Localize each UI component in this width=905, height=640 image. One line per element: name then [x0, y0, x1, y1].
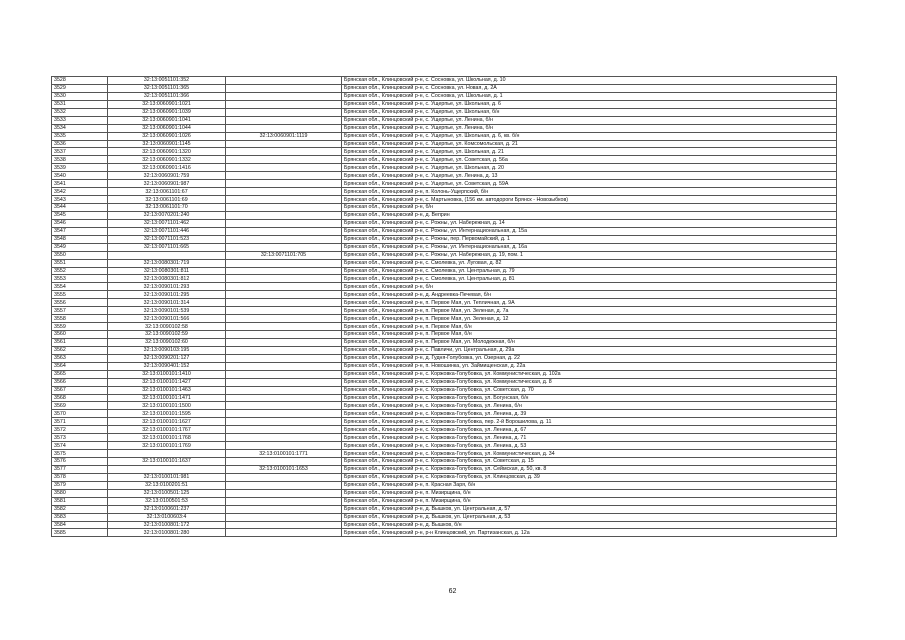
- previous-cadastral-number-cell: [226, 394, 342, 402]
- previous-cadastral-number-cell: [226, 188, 342, 196]
- cadastral-number-cell: 32:13:0061101:69: [108, 196, 226, 204]
- table-row: [52, 497, 837, 505]
- row-number-cell: 3533: [52, 116, 108, 124]
- previous-cadastral-number-cell: 32:13:0100101:1771: [226, 450, 342, 458]
- row-number-cell: 3560: [52, 331, 108, 339]
- cadastral-number-cell: 32:13:0090101:295: [108, 291, 226, 299]
- address-cell: Брянская обл., Клинцовский р-н, с. Рожны, ул. Набережная, д. 19, пом. 1: [342, 251, 837, 259]
- cadastral-number-cell: 32:13:0071101:665: [108, 243, 226, 251]
- table-row: [52, 219, 837, 227]
- previous-cadastral-number-cell: [226, 418, 342, 426]
- cadastral-number-cell: 32:13:0060901:1026: [108, 132, 226, 140]
- address-cell: Брянская обл., Клинцовский р-н, п. Первое Мая, б/н: [342, 323, 837, 331]
- cadastral-number-cell: 32:13:0100101:1463: [108, 386, 226, 394]
- address-cell: Брянская обл., Клинцовский р-н, с. Коржовка-Голубовка, ул. Советская, д. 15: [342, 458, 837, 466]
- cadastral-number-cell: 32:13:0060901:1145: [108, 140, 226, 148]
- cadastral-number-cell: 32:13:0090401:152: [108, 362, 226, 370]
- cadastral-number-cell: [108, 465, 226, 473]
- address-cell: Брянская обл., Клинцовский р-н, п. Первое Мая, ул. Молодежная, б/н: [342, 338, 837, 346]
- table-row: [52, 529, 837, 537]
- previous-cadastral-number-cell: [226, 434, 342, 442]
- table-row: [52, 354, 837, 362]
- previous-cadastral-number-cell: [226, 164, 342, 172]
- cadastral-number-cell: 32:13:0100801:280: [108, 529, 226, 537]
- table-row: [52, 465, 837, 473]
- table-row: [52, 370, 837, 378]
- previous-cadastral-number-cell: [226, 473, 342, 481]
- row-number-cell: 3555: [52, 291, 108, 299]
- previous-cadastral-number-cell: 32:13:0071101:705: [226, 251, 342, 259]
- previous-cadastral-number-cell: [226, 346, 342, 354]
- row-number-cell: 3575: [52, 450, 108, 458]
- row-number-cell: 3573: [52, 434, 108, 442]
- row-number-cell: 3535: [52, 132, 108, 140]
- cadastral-number-cell: 32:13:0071101:446: [108, 227, 226, 235]
- previous-cadastral-number-cell: [226, 315, 342, 323]
- cadastral-number-cell: 32:13:0090101:293: [108, 283, 226, 291]
- row-number-cell: 3566: [52, 378, 108, 386]
- cadastral-number-cell: 32:13:0060901:1021: [108, 100, 226, 108]
- address-cell: Брянская обл., Клинцовский р-н, с. Коржовка-Голубовка, ул. Ленина, б/н: [342, 402, 837, 410]
- address-cell: Брянская обл., Клинцовский р-н, с. Коржовка-Голубовка, пер. 2-й Ворошилова, д. 11: [342, 418, 837, 426]
- previous-cadastral-number-cell: [226, 489, 342, 497]
- address-cell: Брянская обл., Клинцовский р-н, д. Вышков, б/н: [342, 521, 837, 529]
- table-row: [52, 140, 837, 148]
- row-number-cell: 3564: [52, 362, 108, 370]
- table-row: [52, 92, 837, 100]
- table-row: [52, 450, 837, 458]
- cadastral-number-cell: 32:13:0051101:365: [108, 84, 226, 92]
- table-row: [52, 204, 837, 212]
- page-number: 62: [448, 588, 457, 595]
- table-row: [52, 227, 837, 235]
- cadastral-number-cell: 32:13:0100801:172: [108, 521, 226, 529]
- address-cell: Брянская обл., Клинцовский р-н, с. Ущерпье, ул. Школьная, д. 6: [342, 100, 837, 108]
- table-row: [52, 100, 837, 108]
- previous-cadastral-number-cell: [226, 458, 342, 466]
- previous-cadastral-number-cell: [226, 172, 342, 180]
- row-number-cell: 3583: [52, 513, 108, 521]
- previous-cadastral-number-cell: [226, 283, 342, 291]
- address-cell: Брянская обл., Клинцовский р-н, д. Вышков, ул. Центральная, д. 57: [342, 505, 837, 513]
- table-row: [52, 267, 837, 275]
- row-number-cell: 3571: [52, 418, 108, 426]
- previous-cadastral-number-cell: [226, 211, 342, 219]
- table-row: [52, 299, 837, 307]
- cadastral-number-cell: 32:13:0060901:759: [108, 172, 226, 180]
- address-cell: Брянская обл., Клинцовский р-н, б/н: [342, 204, 837, 212]
- table-row: [52, 283, 837, 291]
- previous-cadastral-number-cell: [226, 267, 342, 275]
- address-cell: Брянская обл., Клинцовский р-н, п. Первое Мая, б/н: [342, 331, 837, 339]
- cadastral-number-cell: 32:13:0100603:4: [108, 513, 226, 521]
- table-row: [52, 521, 837, 529]
- row-number-cell: 3544: [52, 204, 108, 212]
- row-number-cell: 3545: [52, 211, 108, 219]
- row-number-cell: 3538: [52, 156, 108, 164]
- address-cell: Брянская обл., Клинцовский р-н, с. Коржовка-Голубовка, ул. Клинцовская, д. 39: [342, 473, 837, 481]
- cadastral-number-cell: [108, 450, 226, 458]
- address-cell: Брянская обл., Клинцовский р-н, с. Рожны, ул. Интернациональная, д. 15а: [342, 227, 837, 235]
- previous-cadastral-number-cell: [226, 77, 342, 85]
- address-cell: Брянская обл., Клинцовский р-н, п. Новошинка, ул. Займищенская, д. 22а: [342, 362, 837, 370]
- table-row: [52, 402, 837, 410]
- address-cell: Брянская обл., Клинцовский р-н, д. Гудня-Голубовка, ул. Озерная, д. 22: [342, 354, 837, 362]
- address-cell: Брянская обл., Клинцовский р-н, с. Ущерпье, ул. Ленина, д. 13: [342, 172, 837, 180]
- address-cell: Брянская обл., Клинцовский р-н, с. Коржовка-Голубовка, ул. Коммунистическая, д. 102а: [342, 370, 837, 378]
- row-number-cell: 3534: [52, 124, 108, 132]
- row-number-cell: 3556: [52, 299, 108, 307]
- row-number-cell: 3548: [52, 235, 108, 243]
- previous-cadastral-number-cell: 32:13:0060901:1119: [226, 132, 342, 140]
- row-number-cell: 3531: [52, 100, 108, 108]
- address-cell: Брянская обл., Клинцовский р-н, п. Первое Мая, ул. Тепличная, д. 9А: [342, 299, 837, 307]
- row-number-cell: 3557: [52, 307, 108, 315]
- cadastral-number-cell: 32:13:0080301:812: [108, 275, 226, 283]
- table-row: [52, 291, 837, 299]
- cadastral-number-cell: 32:13:0051101:352: [108, 77, 226, 85]
- previous-cadastral-number-cell: [226, 291, 342, 299]
- address-cell: Брянская обл., Клинцовский р-н, с. Смолевка, ул. Луговая, д. 82: [342, 259, 837, 267]
- previous-cadastral-number-cell: [226, 148, 342, 156]
- row-number-cell: 3537: [52, 148, 108, 156]
- previous-cadastral-number-cell: [226, 92, 342, 100]
- row-number-cell: 3570: [52, 410, 108, 418]
- table-row: [52, 211, 837, 219]
- cadastral-number-cell: 32:13:0061101:70: [108, 204, 226, 212]
- table-row: [52, 108, 837, 116]
- previous-cadastral-number-cell: [226, 108, 342, 116]
- table-row: [52, 505, 837, 513]
- previous-cadastral-number-cell: [226, 116, 342, 124]
- address-cell: Брянская обл., Клинцовский р-н, с. Рожны, пер. Первомайский, д. 1: [342, 235, 837, 243]
- table-row: [52, 426, 837, 434]
- previous-cadastral-number-cell: [226, 275, 342, 283]
- registry-table: [51, 76, 837, 537]
- cadastral-number-cell: 32:13:0070201:240: [108, 211, 226, 219]
- table-row: [52, 442, 837, 450]
- cadastral-number-cell: 32:13:0100101:1427: [108, 378, 226, 386]
- row-number-cell: 3542: [52, 188, 108, 196]
- row-number-cell: 3582: [52, 505, 108, 513]
- row-number-cell: 3530: [52, 92, 108, 100]
- previous-cadastral-number-cell: [226, 323, 342, 331]
- cadastral-number-cell: 32:13:0090102:59: [108, 331, 226, 339]
- previous-cadastral-number-cell: [226, 331, 342, 339]
- table-row: [52, 394, 837, 402]
- table-row: [52, 148, 837, 156]
- row-number-cell: 3568: [52, 394, 108, 402]
- address-cell: Брянская обл., Клинцовский р-н, с. Ущерпье, ул. Школьная, д. 20: [342, 164, 837, 172]
- table-row: [52, 132, 837, 140]
- cadastral-number-cell: 32:13:0090101:566: [108, 315, 226, 323]
- previous-cadastral-number-cell: [226, 140, 342, 148]
- cadastral-number-cell: 32:13:0100201:51: [108, 481, 226, 489]
- row-number-cell: 3562: [52, 346, 108, 354]
- previous-cadastral-number-cell: [226, 227, 342, 235]
- row-number-cell: 3561: [52, 338, 108, 346]
- cadastral-number-cell: 32:13:0060901:1044: [108, 124, 226, 132]
- table-row: [52, 331, 837, 339]
- previous-cadastral-number-cell: [226, 362, 342, 370]
- row-number-cell: 3551: [52, 259, 108, 267]
- address-cell: Брянская обл., Клинцовский р-н, с. Коржовка-Голубовка, ул. Ленина, д. 71: [342, 434, 837, 442]
- row-number-cell: 3528: [52, 77, 108, 85]
- address-cell: Брянская обл., Клинцовский р-н, д. Вышков, ул. Центральная, д. 53: [342, 513, 837, 521]
- previous-cadastral-number-cell: [226, 196, 342, 204]
- address-cell: Брянская обл., Клинцовский р-н, п. Мизирщина, б/н: [342, 489, 837, 497]
- row-number-cell: 3549: [52, 243, 108, 251]
- cadastral-number-cell: 32:13:0060901:1332: [108, 156, 226, 164]
- row-number-cell: 3585: [52, 529, 108, 537]
- table-row: [52, 410, 837, 418]
- row-number-cell: 3569: [52, 402, 108, 410]
- address-cell: Брянская обл., Клинцовский р-н, с. Ущерпье, ул. Школьная, д. 6, кв. б/н: [342, 132, 837, 140]
- previous-cadastral-number-cell: [226, 156, 342, 164]
- cadastral-number-cell: 32:13:0060901:1416: [108, 164, 226, 172]
- address-cell: Брянская обл., Клинцовский р-н, с. Коржовка-Голубовка, ул. Ленина, д. 39: [342, 410, 837, 418]
- previous-cadastral-number-cell: [226, 521, 342, 529]
- address-cell: Брянская обл., Клинцовский р-н, с. Коржовка-Голубовка, ул. Ленина, д. 67: [342, 426, 837, 434]
- address-cell: Брянская обл., Клинцовский р-н, с. Коржовка-Голубовка, ул. Коммунистическая, д. 8: [342, 378, 837, 386]
- address-cell: Брянская обл., Клинцовский р-н, с. Рожны, ул. Набережная, д. 14: [342, 219, 837, 227]
- table-row: [52, 116, 837, 124]
- row-number-cell: 3553: [52, 275, 108, 283]
- address-cell: Брянская обл., Клинцовский р-н, с. Коржовка-Голубовка, ул. Коммунистическая, д. 34: [342, 450, 837, 458]
- cadastral-number-cell: 32:13:0100101:1768: [108, 434, 226, 442]
- table-row: [52, 307, 837, 315]
- cadastral-number-cell: 32:13:0060901:1039: [108, 108, 226, 116]
- row-number-cell: 3541: [52, 180, 108, 188]
- cadastral-number-cell: 32:13:0100101:1637: [108, 458, 226, 466]
- row-number-cell: 3554: [52, 283, 108, 291]
- table-row: [52, 172, 837, 180]
- cadastral-number-cell: [108, 251, 226, 259]
- cadastral-number-cell: 32:13:0090102:60: [108, 338, 226, 346]
- row-number-cell: 3550: [52, 251, 108, 259]
- previous-cadastral-number-cell: [226, 84, 342, 92]
- row-number-cell: 3532: [52, 108, 108, 116]
- cadastral-number-cell: 32:13:0060901:1041: [108, 116, 226, 124]
- table-row: [52, 323, 837, 331]
- table-row: [52, 473, 837, 481]
- address-cell: Брянская обл., Клинцовский р-н, д. Веприн: [342, 211, 837, 219]
- table-row: [52, 513, 837, 521]
- cadastral-number-cell: 32:13:0100101:1410: [108, 370, 226, 378]
- row-number-cell: 3580: [52, 489, 108, 497]
- previous-cadastral-number-cell: [226, 513, 342, 521]
- table-row: [52, 418, 837, 426]
- previous-cadastral-number-cell: [226, 235, 342, 243]
- address-cell: Брянская обл., Клинцовский р-н, с. Смолевка, ул. Центральная, д. 81: [342, 275, 837, 283]
- previous-cadastral-number-cell: [226, 243, 342, 251]
- table-row: [52, 275, 837, 283]
- table-row: [52, 243, 837, 251]
- address-cell: Брянская обл., Клинцовский р-н, с. Ущерпье, ул. Школьная, б/н: [342, 108, 837, 116]
- row-number-cell: 3539: [52, 164, 108, 172]
- cadastral-number-cell: 32:13:0080301:811: [108, 267, 226, 275]
- previous-cadastral-number-cell: [226, 338, 342, 346]
- previous-cadastral-number-cell: [226, 386, 342, 394]
- table-row: [52, 180, 837, 188]
- table-row: [52, 124, 837, 132]
- previous-cadastral-number-cell: [226, 370, 342, 378]
- table-row: [52, 458, 837, 466]
- registry-table-body: [52, 77, 837, 537]
- address-cell: Брянская обл., Клинцовский р-н, с. Ущерпье, ул. Советская, д. 59А: [342, 180, 837, 188]
- table-row: [52, 489, 837, 497]
- row-number-cell: 3547: [52, 227, 108, 235]
- cadastral-number-cell: 32:13:0100601:237: [108, 505, 226, 513]
- table-row: [52, 378, 837, 386]
- table-row: [52, 164, 837, 172]
- address-cell: Брянская обл., Клинцовский р-н, с. Коржовка-Голубовка, ул. Богунская, б/н: [342, 394, 837, 402]
- address-cell: Брянская обл., Клинцовский р-н, р-н Клинцовский, ул. Партизанская, д. 12а: [342, 529, 837, 537]
- row-number-cell: 3567: [52, 386, 108, 394]
- row-number-cell: 3559: [52, 323, 108, 331]
- previous-cadastral-number-cell: [226, 481, 342, 489]
- address-cell: Брянская обл., Клинцовский р-н, с. Смолевка, ул. Центральная, д. 79: [342, 267, 837, 275]
- cadastral-number-cell: 32:13:0090102:58: [108, 323, 226, 331]
- address-cell: Брянская обл., Клинцовский р-н, с. Сосновка, ул. Школьная, д. 1: [342, 92, 837, 100]
- cadastral-number-cell: 32:13:0060901:1320: [108, 148, 226, 156]
- address-cell: Брянская обл., Клинцовский р-н, п. Колонь-Ущерпский, б/н: [342, 188, 837, 196]
- cadastral-number-cell: 32:13:0051101:366: [108, 92, 226, 100]
- address-cell: Брянская обл., Клинцовский р-н, п. Мизирщина, б/н: [342, 497, 837, 505]
- cadastral-number-cell: 32:13:0100501:125: [108, 489, 226, 497]
- previous-cadastral-number-cell: [226, 204, 342, 212]
- cadastral-number-cell: 32:13:0090101:539: [108, 307, 226, 315]
- row-number-cell: 3563: [52, 354, 108, 362]
- previous-cadastral-number-cell: [226, 100, 342, 108]
- address-cell: Брянская обл., Клинцовский р-н, с. Ущерпье, ул. Комсомольская, д. 21: [342, 140, 837, 148]
- table-row: [52, 481, 837, 489]
- address-cell: Брянская обл., Клинцовский р-н, п. Красная Заря, б/н: [342, 481, 837, 489]
- cadastral-number-cell: 32:13:0100101:1471: [108, 394, 226, 402]
- table-row: [52, 77, 837, 85]
- previous-cadastral-number-cell: [226, 426, 342, 434]
- previous-cadastral-number-cell: 32:13:0100101:1653: [226, 465, 342, 473]
- row-number-cell: 3565: [52, 370, 108, 378]
- table-row: [52, 196, 837, 204]
- address-cell: Брянская обл., Клинцовский р-н, с. Ущерпье, ул. Советская, д. 56а: [342, 156, 837, 164]
- previous-cadastral-number-cell: [226, 410, 342, 418]
- cadastral-number-cell: 32:13:0100501:53: [108, 497, 226, 505]
- previous-cadastral-number-cell: [226, 505, 342, 513]
- cadastral-number-cell: 32:13:0090201:127: [108, 354, 226, 362]
- previous-cadastral-number-cell: [226, 354, 342, 362]
- previous-cadastral-number-cell: [226, 378, 342, 386]
- address-cell: Брянская обл., Клинцовский р-н, с. Коржовка-Голубовка, ул. Советская, д. 70: [342, 386, 837, 394]
- cadastral-number-cell: 32:13:0100101:981: [108, 473, 226, 481]
- address-cell: Брянская обл., Клинцовский р-н, с. Коржовка-Голубовка, ул. Ленина, д. 53: [342, 442, 837, 450]
- row-number-cell: 3572: [52, 426, 108, 434]
- address-cell: Брянская обл., Клинцовский р-н, с. Сосновка, ул. Новая, д. 2А: [342, 84, 837, 92]
- table-row: [52, 251, 837, 259]
- address-cell: Брянская обл., Клинцовский р-н, с. Сосновка, ул. Школьная, д. 10: [342, 77, 837, 85]
- row-number-cell: 3576: [52, 458, 108, 466]
- table-row: [52, 315, 837, 323]
- address-cell: Брянская обл., Клинцовский р-н, с. Ущерпье, ул. Школьная, д. 21: [342, 148, 837, 156]
- previous-cadastral-number-cell: [226, 299, 342, 307]
- cadastral-number-cell: 32:13:0060901:987: [108, 180, 226, 188]
- address-cell: Брянская обл., Клинцовский р-н, с. Рожны, ул. Интернациональная, д. 16а: [342, 243, 837, 251]
- row-number-cell: 3546: [52, 219, 108, 227]
- address-cell: Брянская обл., Клинцовский р-н, б/н: [342, 283, 837, 291]
- cadastral-number-cell: 32:13:0100101:1627: [108, 418, 226, 426]
- table-row: [52, 259, 837, 267]
- cadastral-number-cell: 32:13:0090103:195: [108, 346, 226, 354]
- cadastral-number-cell: 32:13:0071101:462: [108, 219, 226, 227]
- cadastral-number-cell: 32:13:0080301:719: [108, 259, 226, 267]
- previous-cadastral-number-cell: [226, 442, 342, 450]
- previous-cadastral-number-cell: [226, 259, 342, 267]
- table-row: [52, 386, 837, 394]
- cadastral-number-cell: 32:13:0071101:523: [108, 235, 226, 243]
- row-number-cell: 3584: [52, 521, 108, 529]
- cadastral-number-cell: 32:13:0100101:1769: [108, 442, 226, 450]
- row-number-cell: 3543: [52, 196, 108, 204]
- address-cell: Брянская обл., Клинцовский р-н, с. Ущерпье, ул. Ленина, б/н: [342, 116, 837, 124]
- address-cell: Брянская обл., Клинцовский р-н, п. Первое Мая, ул. Зеленая, д. 7а: [342, 307, 837, 315]
- row-number-cell: 3536: [52, 140, 108, 148]
- table-row: [52, 84, 837, 92]
- table-row: [52, 188, 837, 196]
- table-row: [52, 156, 837, 164]
- row-number-cell: 3578: [52, 473, 108, 481]
- address-cell: Брянская обл., Клинцовский р-н, с. Мартыновка, (156 км. автодороги Брянск - Новозыбков): [342, 196, 837, 204]
- address-cell: Брянская обл., Клинцовский р-н, д. Андреевка-Печевая, б/н: [342, 291, 837, 299]
- previous-cadastral-number-cell: [226, 497, 342, 505]
- previous-cadastral-number-cell: [226, 307, 342, 315]
- previous-cadastral-number-cell: [226, 124, 342, 132]
- address-cell: Брянская обл., Клинцовский р-н, с. Павличи, ул. Центральная, д. 29а: [342, 346, 837, 354]
- cadastral-number-cell: 32:13:0061101:67: [108, 188, 226, 196]
- table-row: [52, 362, 837, 370]
- previous-cadastral-number-cell: [226, 180, 342, 188]
- address-cell: Брянская обл., Клинцовский р-н, п. Первое Мая, ул. Зеленая, д. 12: [342, 315, 837, 323]
- row-number-cell: 3581: [52, 497, 108, 505]
- cadastral-number-cell: 32:13:0090101:314: [108, 299, 226, 307]
- row-number-cell: 3552: [52, 267, 108, 275]
- previous-cadastral-number-cell: [226, 402, 342, 410]
- table-row: [52, 434, 837, 442]
- address-cell: Брянская обл., Клинцовский р-н, с. Ущерпье, ул. Ленина, б/н: [342, 124, 837, 132]
- row-number-cell: 3529: [52, 84, 108, 92]
- row-number-cell: 3579: [52, 481, 108, 489]
- row-number-cell: 3540: [52, 172, 108, 180]
- previous-cadastral-number-cell: [226, 219, 342, 227]
- table-row: [52, 235, 837, 243]
- table-row: [52, 346, 837, 354]
- table-row: [52, 338, 837, 346]
- cadastral-number-cell: 32:13:0100101:1595: [108, 410, 226, 418]
- row-number-cell: 3574: [52, 442, 108, 450]
- row-number-cell: 3558: [52, 315, 108, 323]
- address-cell: Брянская обл., Клинцовский р-н, с. Коржовка-Голубовка, ул. Сеймская, д. 50, кв. 8: [342, 465, 837, 473]
- cadastral-number-cell: 32:13:0100101:1500: [108, 402, 226, 410]
- previous-cadastral-number-cell: [226, 529, 342, 537]
- cadastral-number-cell: 32:13:0100101:1767: [108, 426, 226, 434]
- row-number-cell: 3577: [52, 465, 108, 473]
